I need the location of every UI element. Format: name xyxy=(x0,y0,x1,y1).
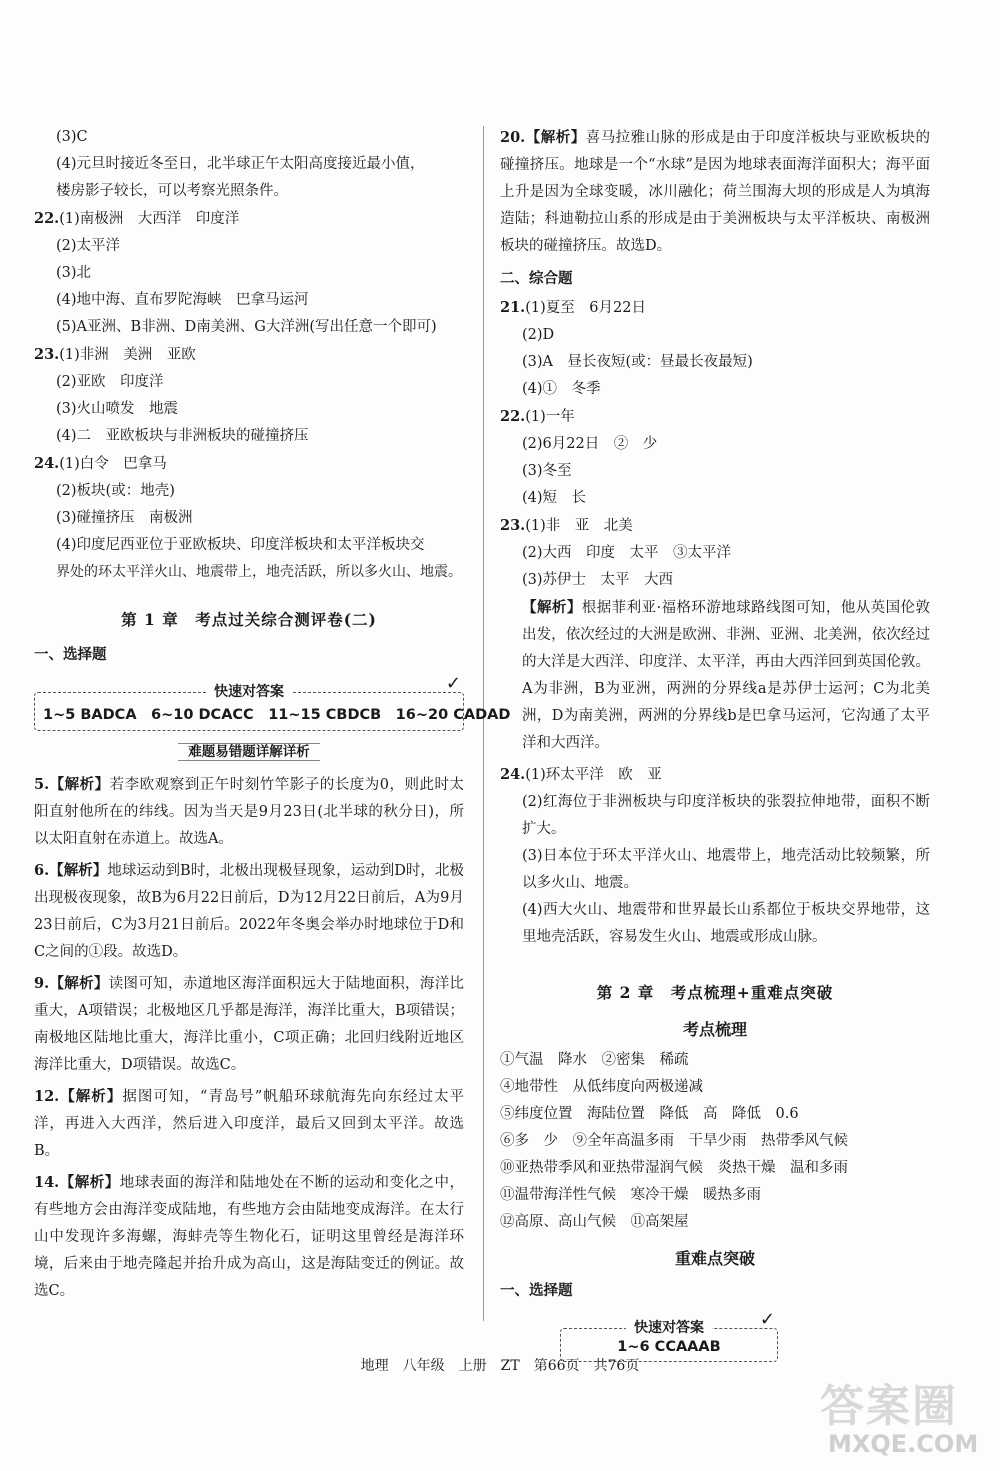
answer-line: (3)苏伊士 太平 大西 xyxy=(522,572,674,588)
question-number: 23. xyxy=(34,346,60,363)
review-title: 考点梳理 xyxy=(682,1020,747,1039)
answer-paragraph: (3)日本位于环太平洋火山、地震带上，地壳活动比较频繁，所以多火山、地震。 xyxy=(522,848,930,891)
explanation-item: 5.【解析】若李欧观察到正午时刻竹竿影子的长度为0，则此时太阳直射他所在的纬线。因为当天是9月23日(北半球的秋分日)，所以太阳直射在赤道上。故选A。 xyxy=(34,776,464,847)
answer-line: (4)地中海、直布罗陀海峡 巴拿马运河 xyxy=(56,292,309,308)
review-line: ④地带性 从低纬度向两极递减 xyxy=(500,1079,703,1095)
question-22 xyxy=(34,205,464,341)
quick-answer-text: 1~6 CCAAAB xyxy=(617,1339,721,1355)
explanation-item: 9.【解析】读图可知，赤道地区海洋面积远大于陆地面积，海洋比重大，A项错误；北极地区几乎都是海洋，海洋比重大，B项错误；南极地区陆地比重大，海洋比重小，C项正确；北回归线附近地区海洋比重大，D项错误。故选C。 xyxy=(34,975,465,1073)
review-line: ⑪温带海洋性气候 寒冷干燥 暖热多雨 xyxy=(500,1187,761,1203)
section-heading: 二、综合题 xyxy=(500,270,573,287)
answer-line: (3)碰撞挤压 南极洲 xyxy=(56,510,193,526)
answer-line: 楼房影子较长，可以考察光照条件。 xyxy=(56,183,288,199)
explanation-item: 6.【解析】地球运动到B时，北极出现极昼现象，运动到D时，北极出现极夜现象，故B为6月22日前后，D为12月22日前后，A为9月23日前后，C为3月21日前后。2022年冬奥会举办时地球位于D和C之间的①段。故选D。 xyxy=(34,862,464,960)
answer-line: (4)短 长 xyxy=(522,490,587,506)
question-23: 23.(1)非 亚 北美 (2)大西 印度 太平 ③太平洋 (3)苏伊士 太平 大西 【解析】根据菲利亚·福格环游地球路线图可知，他从英国伦敦出发，依次经过的大洲是欧洲、非洲、亚洲、北美洲，依次经过的大洋是大西洋、印度洋、太平洋，再由大西洋回到英国伦敦。A为非洲，B为亚洲，两洲的分界线a是苏伊士运河；C为北美洲，D为南美洲，两洲的分界线b是巴拿马运河，它沟通了太平洋和大西洋。 xyxy=(500,512,930,757)
page-footer: 地理 八年级 上册 ZT 第66页 共76页 xyxy=(360,1358,640,1374)
answer-line: (4)元旦时接近冬至日，北半球正午太阳高度接近最小值， xyxy=(56,156,425,172)
answer-line: 界处的环太平洋火山、地震带上，地壳活跃，所以多火山、地震。 xyxy=(56,564,462,580)
answer-line: (3)火山喷发 地震 xyxy=(56,401,179,417)
watermark-url: MXQE.COM xyxy=(828,1430,979,1458)
question-24: 24.(1)环太平洋 欧 亚 (2)红海位于非洲板块与印度洋板块的张裂拉伸地带，面积不断扩大。 (3)日本位于环太平洋火山、地震带上，地壳活动比较频繁，所以多火山、地震。 (4)西大火山、地震带和世界最长山系都位于板块交界地带，这里地壳活跃，容易发生火山、地震或形成山脉。 xyxy=(500,761,930,951)
answer-line: (3)A 昼长夜短(或：昼最长夜最短) xyxy=(522,354,753,370)
question-24 xyxy=(34,450,464,586)
quick-answer-box xyxy=(34,673,511,731)
answer-line: (3)北 xyxy=(56,265,92,281)
answer-line: (4)① 冬季 xyxy=(522,381,601,397)
answer-line: (2)板块(或：地壳) xyxy=(56,483,175,499)
explanation-item: 14.【解析】地球表面的海洋和陆地处在不断的运动和变化之中，有些地方会由海洋变成陆地，有些地方会由陆地变成海洋。在太行山中发现许多海螺，海蚌壳等生物化石，证明这里曾经是海洋环境，后来由于地壳隆起并抬升成为高山，这是海陆变迁的例证。故选C。 xyxy=(34,1174,465,1299)
answer-line: (4)二 亚欧板块与非洲板块的碰撞挤压 xyxy=(56,428,309,444)
answer-paragraph: (2)红海位于非洲板块与印度洋板块的张裂拉伸地带，面积不断扩大。 xyxy=(522,794,930,837)
explanation-item: 【解析】根据菲利亚·福格环游地球路线图可知，他从英国伦敦出发，依次经过的大洲是欧洲、非洲、亚洲、北美洲，依次经过的大洋是大西洋、印度洋、太平洋，再由大西洋回到英国伦敦。A为非洲，B为亚洲，两洲的分界线a是苏伊士运河；C为北美洲，D为南美洲，两洲的分界线b是巴拿马运河，它沟通了太平洋和大西洋。 xyxy=(522,599,931,751)
answer-line: (2)太平洋 xyxy=(56,238,121,254)
answer-line: (2)6月22日 ② 少 xyxy=(522,436,658,452)
answer-line: (4)印度尼西亚位于亚欧板块、印度洋板块和太平洋板块交 xyxy=(56,537,425,553)
chapter-title: 第 2 章 考点梳理+重难点突破 xyxy=(596,983,834,1002)
explanation-section-title: 难题易错题详解详析 xyxy=(34,739,464,765)
difficult-title: 重难点突破 xyxy=(674,1249,755,1268)
answer-paragraph: (4)西大火山、地震带和世界最长山系都位于板块交界地带，这里地壳活跃，容易发生火山、地震或形成山脉。 xyxy=(522,902,930,945)
answer-line: (1)南极洲 大西洋 印度洋 xyxy=(59,211,240,227)
review-list xyxy=(500,1047,930,1236)
chapter-title: 第 1 章 考点过关综合测评卷(二) xyxy=(121,610,377,629)
question-21: 21.(1)夏至 6月22日 (2)D (3)A 昼长夜短(或：昼最长夜最短) (4)① 冬季 xyxy=(500,294,930,403)
question-23 xyxy=(34,341,464,450)
question-number: 24. xyxy=(34,455,60,472)
answer-line: (2)亚欧 印度洋 xyxy=(56,374,164,390)
watermark-logo xyxy=(820,1370,990,1465)
quick-answer-label: 快速对答案 xyxy=(626,1317,712,1337)
right-column xyxy=(500,124,930,1370)
review-line: ①气温 降水 ②密集 稀疏 xyxy=(500,1052,689,1068)
review-line: ⑫高原、高山气候 ⑪高架屋 xyxy=(500,1214,689,1230)
answer-line: (1)非洲 美洲 亚欧 xyxy=(59,347,196,363)
watermark-text: 答案圈 xyxy=(820,1381,958,1432)
answer-line: (3)C xyxy=(56,129,88,145)
explanation-item: 12.【解析】据图可知，“青岛号”帆船环球航海先向东经过太平洋，再进入大西洋，然后进入印度洋，最后又回到太平洋。故选B。 xyxy=(34,1088,465,1159)
answer-line: (2)D xyxy=(522,327,555,343)
answer-line: (1)白令 巴拿马 xyxy=(59,456,167,472)
section-heading: 一、选择题 xyxy=(34,646,107,663)
section-heading: 一、选择题 xyxy=(500,1282,573,1299)
quick-answer-label: 快速对答案 xyxy=(206,681,292,701)
quick-answer-text: 1~5 BADCA 6~10 DCACC 11~15 CBDCB 16~20 CADAD xyxy=(43,707,511,723)
left-column xyxy=(34,124,511,1309)
review-line: ⑤纬度位置 海陆位置 降低 高 降低 0.6 xyxy=(500,1106,799,1122)
explanation-item: 20.【解析】喜马拉雅山脉的形成是由于印度洋板块与亚欧板块的碰撞挤压。地球是一个“水球”是因为地球表面海洋面积大；海平面上升是因为全球变暖，冰川融化；荷兰围海大坝的形成是人为填海造陆；科迪勒拉山系的形成是由于美洲板块与太平洋板块、南极洲板块的碰撞挤压。故选D。 xyxy=(500,129,931,254)
answer-line: (5)A亚洲、B非洲、D南美洲、G大洋洲(写出任意一个即可) xyxy=(56,319,437,335)
review-line: ⑥多 少 ⑨全年高温多雨 干旱少雨 热带季风气候 xyxy=(500,1133,848,1149)
answer-line: (3)冬至 xyxy=(522,463,572,479)
column-divider xyxy=(483,126,484,1321)
question-number: 22. xyxy=(34,210,60,227)
check-icon: ✓ xyxy=(759,1309,775,1330)
check-icon: ✓ xyxy=(445,673,461,694)
answer-line: (2)大西 印度 太平 ③太平洋 xyxy=(522,545,732,561)
review-line: ⑩亚热带季风和亚热带湿润气候 炎热干燥 温和多雨 xyxy=(500,1160,848,1176)
question-22: 22.(1)一年 (2)6月22日 ② 少 (3)冬至 (4)短 长 xyxy=(500,403,930,512)
